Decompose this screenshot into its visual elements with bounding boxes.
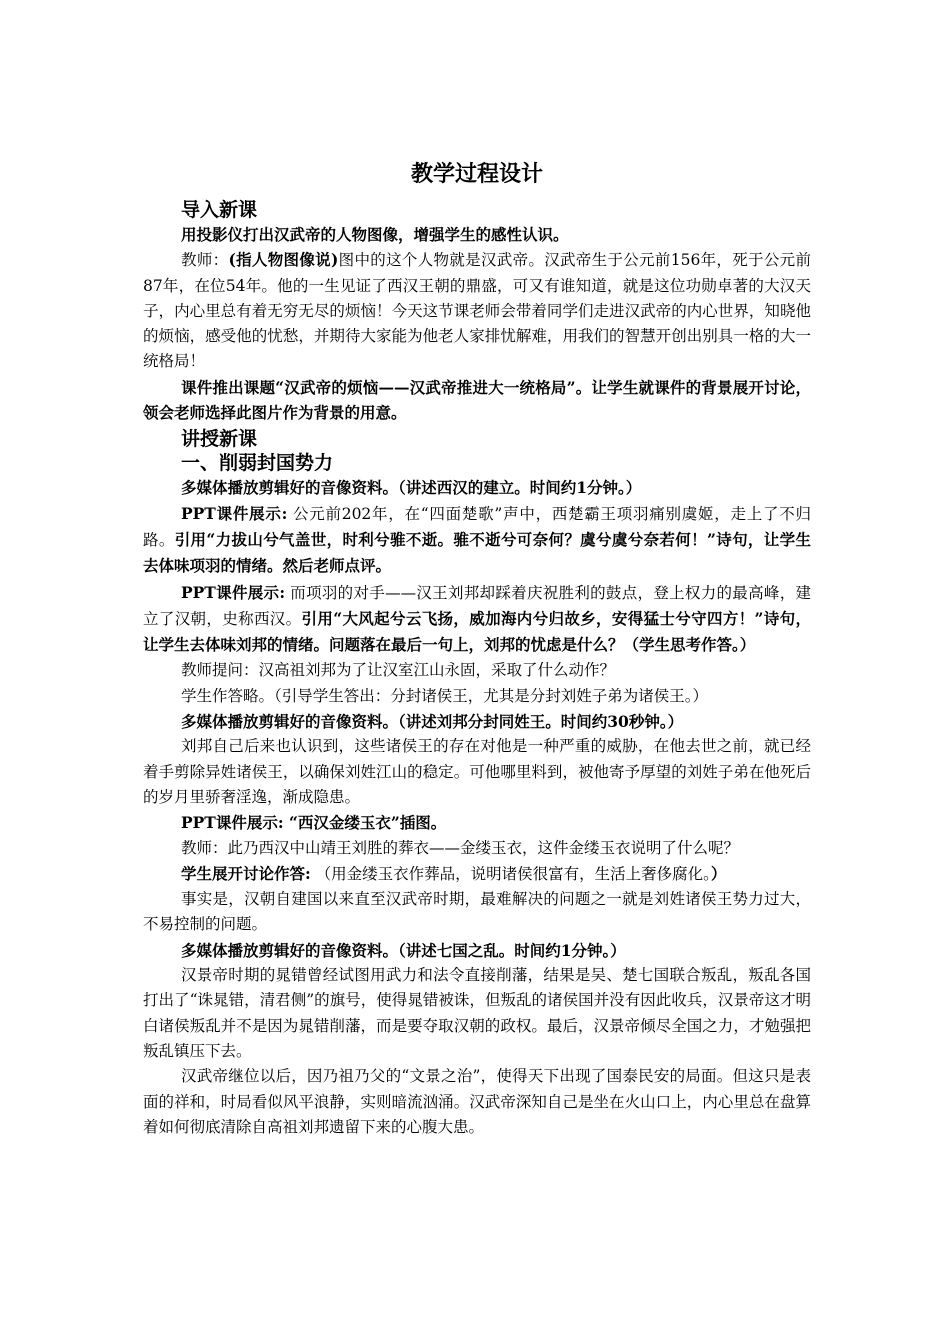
paragraph-8: 学生作答略。（引导学生答出：分封诸侯王，尤其是分封刘姓子弟为诸侯王。） [181, 686, 709, 705]
ppt-label: PPT课件展示: [181, 813, 284, 833]
paragraph-2-text: 图中的这个人物就是汉武帝。汉武帝生于公元前156年，死于公元前87年，在位54年。他的一生见证了西汉王朝的鼎盛，可又有谁知道，就是这位功勋卓著的大汉天子，内心里总有着无穷无尽的烦恼！今天这节课老师会带着同学们走进汉武帝的内心世界，知晓他的烦恼，感受他的忧愁，并期待大家能为他老人家排忧解难，用我们的智慧开创出别具一格的大一统格局！ [143, 251, 812, 371]
paragraph-5 [143, 501, 811, 580]
paragraph-17: 汉武帝继位以后，因乃祖乃父的“文景之治”，使得天下出现了国泰民安的局面。但这只是表面的祥和，时局看似风平浪静，实则暗流汹涌。汉武帝深知自己是坐在火山口上，内心里总在盘算着如何彻底清除自高祖刘邦遗留下来的心腹大患。 [143, 1067, 811, 1136]
paragraph-5-text: 公元前202年，在“四面楚歌”声中，西楚霸王项羽痛别虞姬，走上了不归路。 [143, 504, 811, 549]
ppt-label: PPT课件展示: [181, 503, 288, 523]
paragraph-13-end: ） [710, 863, 727, 883]
paragraph-6-quote: 引用“大风起兮云飞扬，威加海内兮归故乡，安得猛士兮守四方！”诗句，让学生去体味刘邦的情绪。问题落在最后一句上，刘邦的忧虑是什么？（学生思考作答。） [143, 608, 811, 655]
paragraph-1: 用投影仪打出汉武帝的人物图像，增强学生的感性认识。 [181, 225, 569, 244]
paragraph-7: 教师提问：汉高祖刘邦为了让汉室江山永固，采取了什么动作？ [181, 661, 616, 680]
paragraph-3: 课件推出课题“汉武帝的烦恼——汉武帝推进大一统格局”。让学生就课件的背景展开讨论，领会老师选择此图片作为背景的用意。 [143, 377, 811, 423]
student-label: 学生展开讨论作答: [181, 863, 311, 883]
paragraph-11 [143, 810, 811, 835]
paragraph-5-quote: 引用“力拔山兮气盖世，时利兮骓不逝。骓不逝兮可奈何？虞兮虞兮奈若何！”诗句，让学生去体味项羽的情绪。然后老师点评。 [143, 529, 811, 576]
paragraph-13 [143, 861, 811, 887]
paragraph-2 [143, 247, 811, 374]
paragraph-13-text: （用金缕玉衣作葬品，说明诸侯很富有，生活上奢侈腐化。 [310, 864, 711, 883]
paragraph-15: 多媒体播放剪辑好的音像资料。（讲述七国之乱。时间约1分钟。） [181, 940, 626, 960]
document-title: 教学过程设计 [410, 162, 543, 187]
ppt-label: PPT课件展示: [181, 582, 286, 602]
paragraph-9: 多媒体播放剪辑好的音像资料。（讲述刘邦分封同姓王。时间约30秒钟。） [181, 712, 684, 732]
heading-teach: 讲授新课 [181, 428, 258, 451]
paragraph-14: 事实是，汉朝自建国以来直至汉武帝时期，最难解决的问题之一就是刘姓诸侯王势力过大，不易控制的问题。 [143, 890, 811, 934]
paragraph-6-text: 而项羽的对手——汉王刘邦却踩着庆祝胜利的鼓点，登上权力的最高峰，建立了汉朝，史称西汉。 [143, 583, 811, 628]
paragraph-16: 汉景帝时期的晁错曾经试图用武力和法令直接削藩，结果是吴、楚七国联合叛乱，叛乱各国打出了“诛晁错，清君侧”的旗号，使得晁错被诛，但叛乱的诸侯国并没有因此收兵，汉景帝这才明白诸侯叛乱并不是因为晁错削藩，而是要夺取汉朝的政权。最后，汉景帝倾尽全国之力，才勉强把叛乱镇压下去。 [143, 966, 811, 1060]
paragraph-4: 多媒体播放剪辑好的音像资料。（讲述西汉的建立。时间约1分钟。） [181, 478, 642, 498]
paragraph-11-text: “西汉金缕玉衣”插图。 [283, 813, 447, 833]
document-body [143, 160, 811, 1140]
teacher-label: 教师： [181, 251, 229, 270]
heading-intro: 导入新课 [181, 199, 258, 221]
teacher-note: (指人物图像说) [228, 250, 339, 270]
heading-section-1: 一、削弱封国势力 [181, 452, 334, 475]
paragraph-6 [143, 580, 811, 659]
paragraph-10: 刘邦自己后来也认识到，这些诸侯王的存在对他是一种严重的威胁，在他去世之前，就已经着手剪除异姓诸侯王，以确保刘姓江山的稳定。可他哪里料到，被他寄予厚望的刘姓子弟在他死后的岁月里骄奢淫逸，渐成隐患。 [143, 737, 811, 806]
paragraph-12: 教师：此乃西汉中山靖王刘胜的葬衣——金缕玉衣，这件金缕玉衣说明了什么呢？ [181, 838, 740, 857]
